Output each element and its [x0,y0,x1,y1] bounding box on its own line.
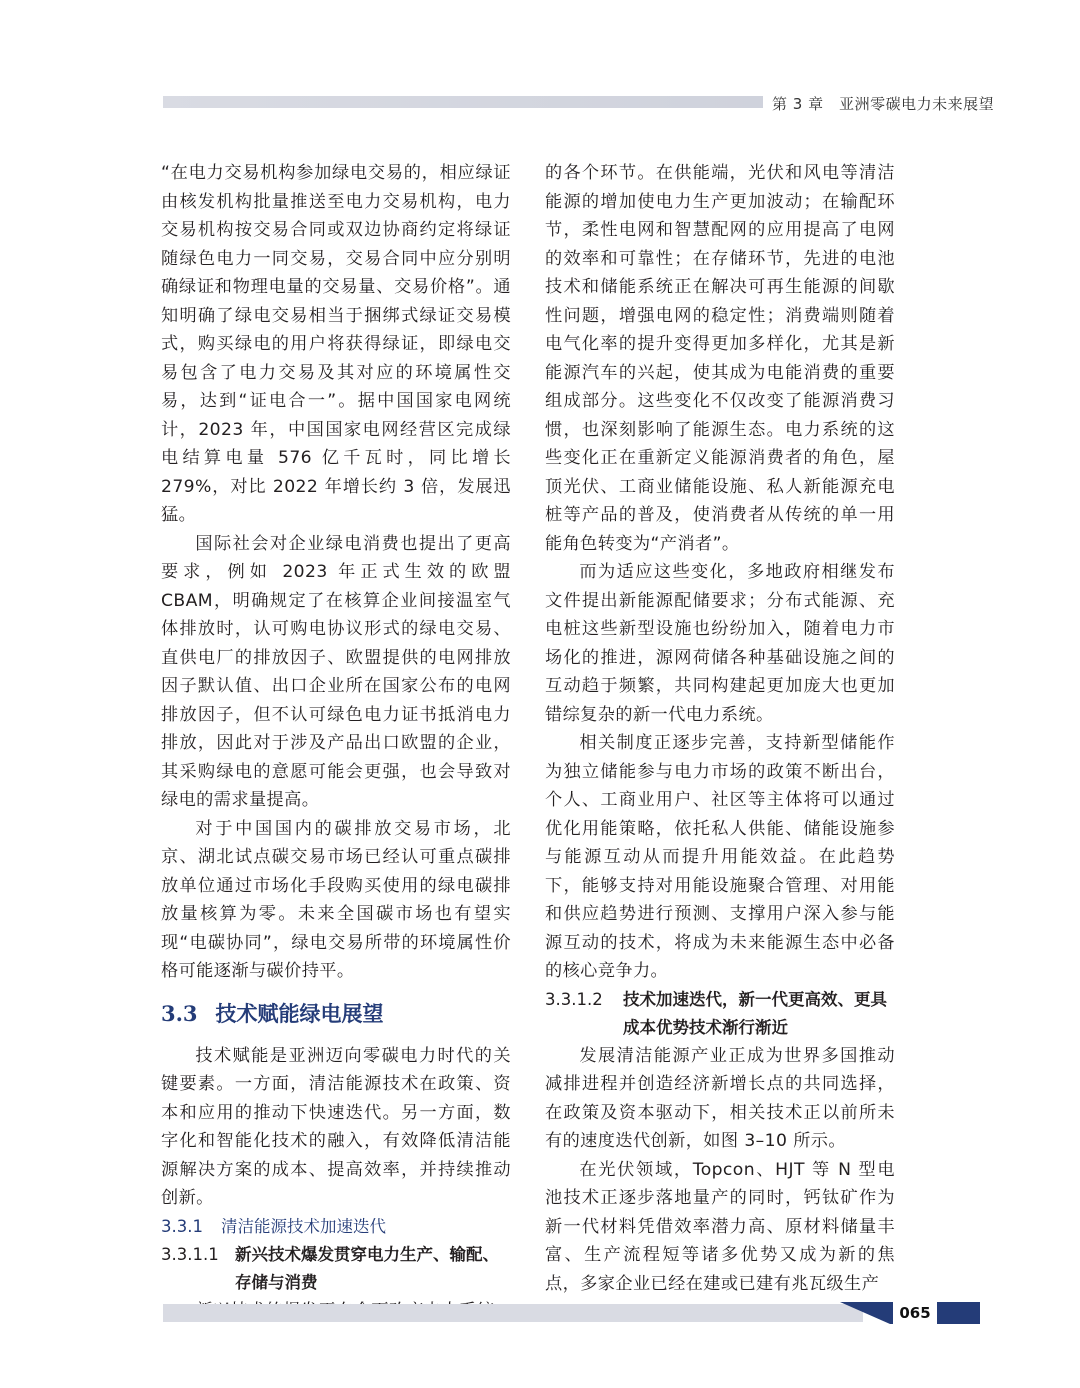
subsubsection-heading [545,986,895,1042]
footer-bar [163,1304,863,1322]
section-title: 技术赋能绿电展望 [215,1000,384,1026]
section-number: 3.3 [161,1000,198,1026]
header-bar [163,96,763,108]
chapter-title: 第 3 章 亚洲零碳电力未来展望 [772,95,995,113]
paragraph: 在光伏领域，Topcon、HJT 等 N 型电池技术正逐步落地量产的同时，钙钛矿作为新一代材料凭借效率潜力高、原材料储量丰富、生产流程短等诸多优势又成为新的焦点，多家企业已经在建或已建有兆瓦级生产 [545,1159,895,1294]
subsubsection-heading [161,1241,511,1297]
subsubsection-number: 3.3.1.2 [545,989,603,1009]
subsubsection-title: 新兴技术爆发贯穿电力生产、输配、存储与消费 [235,1244,499,1292]
footer-triangle [840,1302,890,1324]
paragraph: 发展清洁能源产业正成为世界多国推动减排进程并创造经济新增长点的共同选择，在政策及资本驱动下，相关技术正以前所未有的速度迭代创新，如图 3–10 所示。 [545,1045,895,1151]
paragraph: “在电力交易机构参加绿电交易的，相应绿证由核发机构批量推送至电力交易机构，电力交易机构按交易合同或双边协商约定将绿证随绿色电力一同交易，交易合同中应分别明确绿证和物理电量的交易量、交易价格”。通知明确了绿电交易相当于捆绑式绿证交易模式，购买绿电的用户将获得绿证，即绿电交易包含了电力交易及其对应的环境属性交易，达到“证电合一”。据中国国家电网统计，2023 年，中国国家电网经营区完成绿电结算电量 576 亿千瓦时，同比增长 279%，对比 2022 年增长约 3 倍，发展迅猛。 [161,163,511,525]
right-column [545,159,895,1298]
subsection-number: 3.3.1 [161,1216,203,1236]
subsubsection-number: 3.3.1.1 [161,1244,219,1264]
paragraph: 相关制度正逐步完善，支持新型储能作为独立储能参与电力市场的政策不断出台，个人、工商业用户、社区等主体将可以通过优化用能策略，依托私人供能、储能设施参与能源互动从而提升用能效益。在此趋势下，能够支持对用能设施聚合管理、对用能和供应趋势进行预测、支撑用户深入参与能源互动的技术，将成为未来能源生态中必备的核心竞争力。 [545,733,895,981]
section-heading [161,998,511,1030]
subsection-title: 清洁能源技术加速迭代 [220,1216,386,1236]
paragraph: 的各个环节。在供能端，光伏和风电等清洁能源的增加使电力生产更加波动；在输配环节，柔性电网和智慧配网的应用提高了电网的效率和可靠性；在存储环节，先进的电池技术和储能系统正在解决可再生能源的间歇性问题，增强电网的稳定性；消费端则随着电气化率的提升变得更加多样化，尤其是新能源汽车的兴起，使其成为电能消费的重要组成部分。这些变化不仅改变了能源消费习惯，也深刻影响了能源生态。电力系统的这些变化正在重新定义能源消费者的角色，屋顶光伏、工商业储能设施、私人新能源充电桩等产品的普及，使消费者从传统的单一用能角色转变为“产消者”。 [545,163,895,554]
paragraph: 而为适应这些变化，多地政府相继发布文件提出新能源配储要求；分布式能源、充电桩这些新型设施也纷纷加入，随着电力市场化的推进，源网荷储各种基础设施之间的互动趋于频繁，共同构建起更加庞大也更加错综复杂的新一代电力系统。 [545,562,895,725]
paragraph: 对于中国国内的碳排放交易市场，北京、湖北试点碳交易市场已经认可重点碳排放单位通过市场化手段购买使用的绿电碳排放量核算为零。未来全国碳市场也有望实现“电碳协同”，绿电交易所带的环境属性价格可能逐渐与碳价持平。 [161,818,511,981]
paragraph: 技术赋能是亚洲迈向零碳电力时代的关键要素。一方面，清洁能源技术在政策、资本和应用的推动下快速迭代。另一方面，数字化和智能化技术的融入，有效降低清洁能源解决方案的成本、提高效率，并持续推动创新。 [161,1045,511,1208]
page-number: 065 [893,1300,937,1326]
subsubsection-title: 技术加速迭代，新一代更高效、更具成本优势技术渐行渐近 [623,989,887,1037]
left-column [161,159,511,1325]
subsection-heading [161,1213,511,1241]
paragraph: 国际社会对企业绿电消费也提出了更高要求，例如 2023 年正式生效的欧盟 CBAM，明确规定了在核算企业间接温室气体排放时，认可购电协议形式的绿电交易、直供电厂的排放因子、欧盟提供的电网排放因子默认值、出口企业所在国家公布的电网排放因子，但不认可绿色电力证书抵消电力排放，因此对于涉及产品出口欧盟的企业，其采购绿电的意愿可能会更强，也会导致对绿电的需求量提高。 [161,533,511,810]
